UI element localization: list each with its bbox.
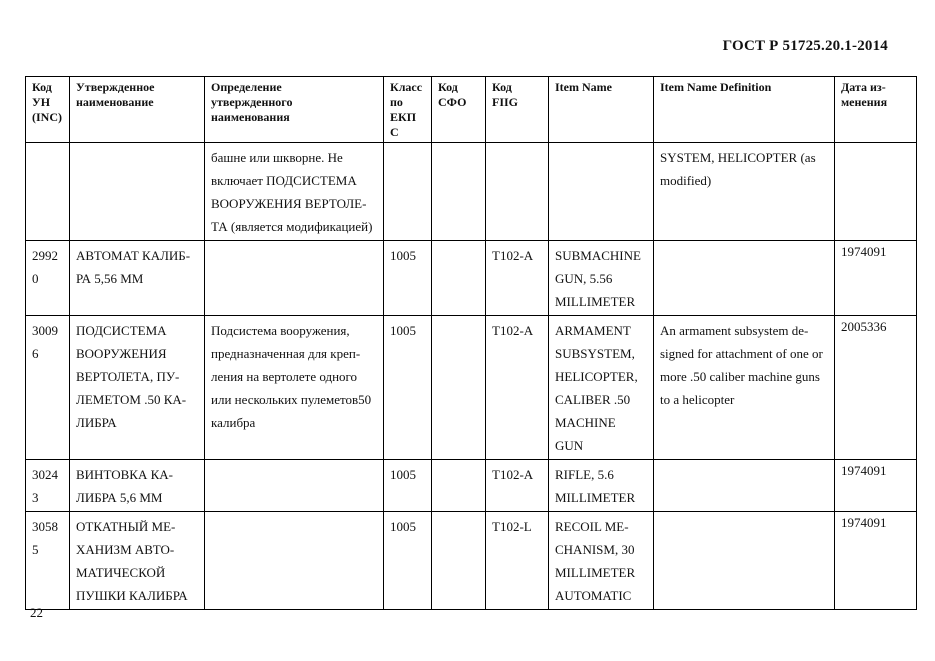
header-inc: Код УН (INC) [26, 77, 70, 143]
header-sfo-code: Код СФО [432, 77, 486, 143]
cell-date: 1974091 [835, 512, 917, 610]
document-code: ГОСТ Р 51725.20.1-2014 [722, 38, 888, 54]
cell-sfo [432, 241, 486, 316]
cell-definition [205, 460, 384, 512]
cell-fiig: T102-L [486, 512, 549, 610]
cell-class: 1005 [384, 512, 432, 610]
cell-inc [26, 143, 70, 241]
cell-item-definition: SYSTEM, HELICOPTER (as modified) [654, 143, 835, 241]
item-name-table [25, 76, 917, 610]
cell-approved-name: ПОДСИСТЕМА ВООРУЖЕНИЯ ВЕРТОЛЕТА, ПУ- ЛЕМЕТОМ .50 КА- ЛИБРА [70, 316, 205, 460]
cell-date: 1974091 [835, 460, 917, 512]
cell-sfo [432, 512, 486, 610]
header-change-date: Дата из- менения [835, 77, 917, 143]
cell-approved-name: АВТОМАТ КАЛИБ- РА 5,56 ММ [70, 241, 205, 316]
cell-sfo [432, 143, 486, 241]
cell-item-name [549, 143, 654, 241]
cell-approved-name: ВИНТОВКА КА- ЛИБРА 5,6 ММ [70, 460, 205, 512]
cell-item-definition [654, 512, 835, 610]
table-row [26, 460, 917, 512]
header-name-definition: Определение утвержденного наименования [205, 77, 384, 143]
cell-definition [205, 512, 384, 610]
cell-item-definition [654, 460, 835, 512]
header-fiig-code: Код FIIG [486, 77, 549, 143]
cell-definition: башне или шкворне. Не включает ПОДСИСТЕМА ВООРУЖЕНИЯ ВЕРТОЛЕ- ТА (является модификацией) [205, 143, 384, 241]
table-row [26, 512, 917, 610]
cell-definition: Подсистема вооружения, предназначенная для креп- ления на вертолете одного или нескольких пулеметов50 калибра [205, 316, 384, 460]
header-approved-name: Утвержденное наименование [70, 77, 205, 143]
cell-sfo [432, 460, 486, 512]
cell-item-definition [654, 241, 835, 316]
cell-fiig: T102-A [486, 460, 549, 512]
cell-fiig [486, 143, 549, 241]
cell-inc: 30243 [26, 460, 70, 512]
cell-fiig: T102-A [486, 316, 549, 460]
cell-class: 1005 [384, 460, 432, 512]
header-item-name-definition: Item Name Definition [654, 77, 835, 143]
cell-inc: 29920 [26, 241, 70, 316]
cell-date: 2005336 [835, 316, 917, 460]
table-row [26, 241, 917, 316]
header-item-name: Item Name [549, 77, 654, 143]
cell-fiig: T102-A [486, 241, 549, 316]
header-class: Класс по ЕКП С [384, 77, 432, 143]
cell-inc: 30585 [26, 512, 70, 610]
cell-definition [205, 241, 384, 316]
cell-item-name: ARMAMENT SUBSYSTEM, HELICOPTER, CALIBER .50 MACHINE GUN [549, 316, 654, 460]
cell-item-definition: An armament subsystem de- signed for attachment of one or more .50 caliber machine guns to a helicopter [654, 316, 835, 460]
cell-sfo [432, 316, 486, 460]
table-row [26, 143, 917, 241]
page-number: 22 [30, 605, 43, 620]
cell-class: 1005 [384, 241, 432, 316]
cell-approved-name [70, 143, 205, 241]
table-row [26, 316, 917, 460]
cell-item-name: RECOIL ME- CHANISM, 30 MILLIMETER AUTOMATIC [549, 512, 654, 610]
cell-inc: 30096 [26, 316, 70, 460]
cell-date [835, 143, 917, 241]
cell-item-name: SUBMACHINE GUN, 5.56 MILLIMETER [549, 241, 654, 316]
cell-class: 1005 [384, 316, 432, 460]
table-header-row [26, 77, 917, 143]
cell-approved-name: ОТКАТНЫЙ МЕ- ХАНИЗМ АВТО- МАТИЧЕСКОЙ ПУШКИ КАЛИБРА [70, 512, 205, 610]
cell-date: 1974091 [835, 241, 917, 316]
cell-class [384, 143, 432, 241]
cell-item-name: RIFLE, 5.6 MILLIMETER [549, 460, 654, 512]
